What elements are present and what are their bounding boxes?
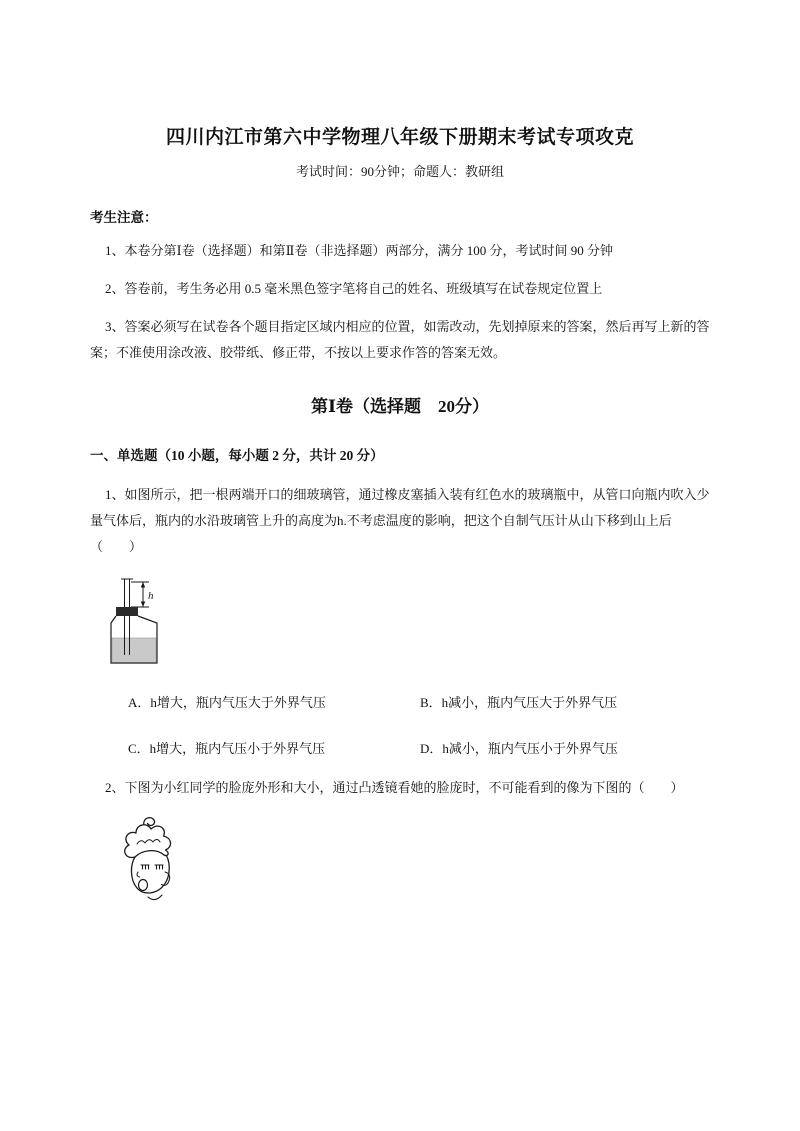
notice-item-1: 1、本卷分第Ⅰ卷（选择题）和第Ⅱ卷（非选择题）两部分，满分 100 分，考试时间 90 分钟 (105, 243, 613, 258)
subsection-heading: 一、单选题（10 小题，每小题 2 分，共计 20 分） (90, 448, 384, 463)
notice-heading: 考生注意： (90, 210, 158, 225)
exam-meta-line: 考试时间：90分钟；命题人：教研组 (295, 164, 504, 179)
option-b: B．h减小，瓶内气压大于外界气压 (420, 695, 618, 710)
option-d: D．h减小，瓶内气压小于外界气压 (420, 741, 618, 756)
question-2-text: 2、下图为小红同学的脸庞外形和大小，通过凸透镜看她的脸庞时，不可能看到的像为下图的（ ） (105, 780, 684, 795)
question-1-figure (102, 576, 710, 670)
barometer-diagram-image (102, 576, 168, 670)
option-c: C．h增大，瓶内气压小于外界气压 (128, 741, 326, 756)
question-1-options (90, 692, 710, 757)
question-2-figure (118, 815, 710, 911)
question-1-text: 1、如图所示，把一根两端开口的细玻璃管，通过橡皮塞插入装有红色水的玻璃瓶中，从管口向瓶内吹入少量气体后，瓶内的水沿玻璃管上升的高度为h.不考虑温度的影响，把这个自制气压计从山下移到山上后（ ） (90, 487, 710, 554)
girl-face-image (118, 815, 180, 911)
notice-item-2: 2、答卷前，考生务必用 0.5 毫米黑色签字笔将自己的姓名、班级填写在试卷规定位置上 (105, 281, 603, 296)
height-h-label: h (148, 590, 154, 602)
section-1-heading: 第Ⅰ卷（选择题 20分） (311, 397, 489, 416)
page-title: 四川内江市第六中学物理八年级下册期末考试专项攻克 (165, 127, 634, 148)
option-a: A．h增大，瓶内气压大于外界气压 (128, 695, 326, 710)
notice-item-3: 3、答案必须写在试卷各个题目指定区域内相应的位置，如需改动，先划掉原来的答案，然后再写上新的答案；不准使用涂改液、胶带纸、修正带，不按以上要求作答的答案无效。 (90, 319, 710, 360)
